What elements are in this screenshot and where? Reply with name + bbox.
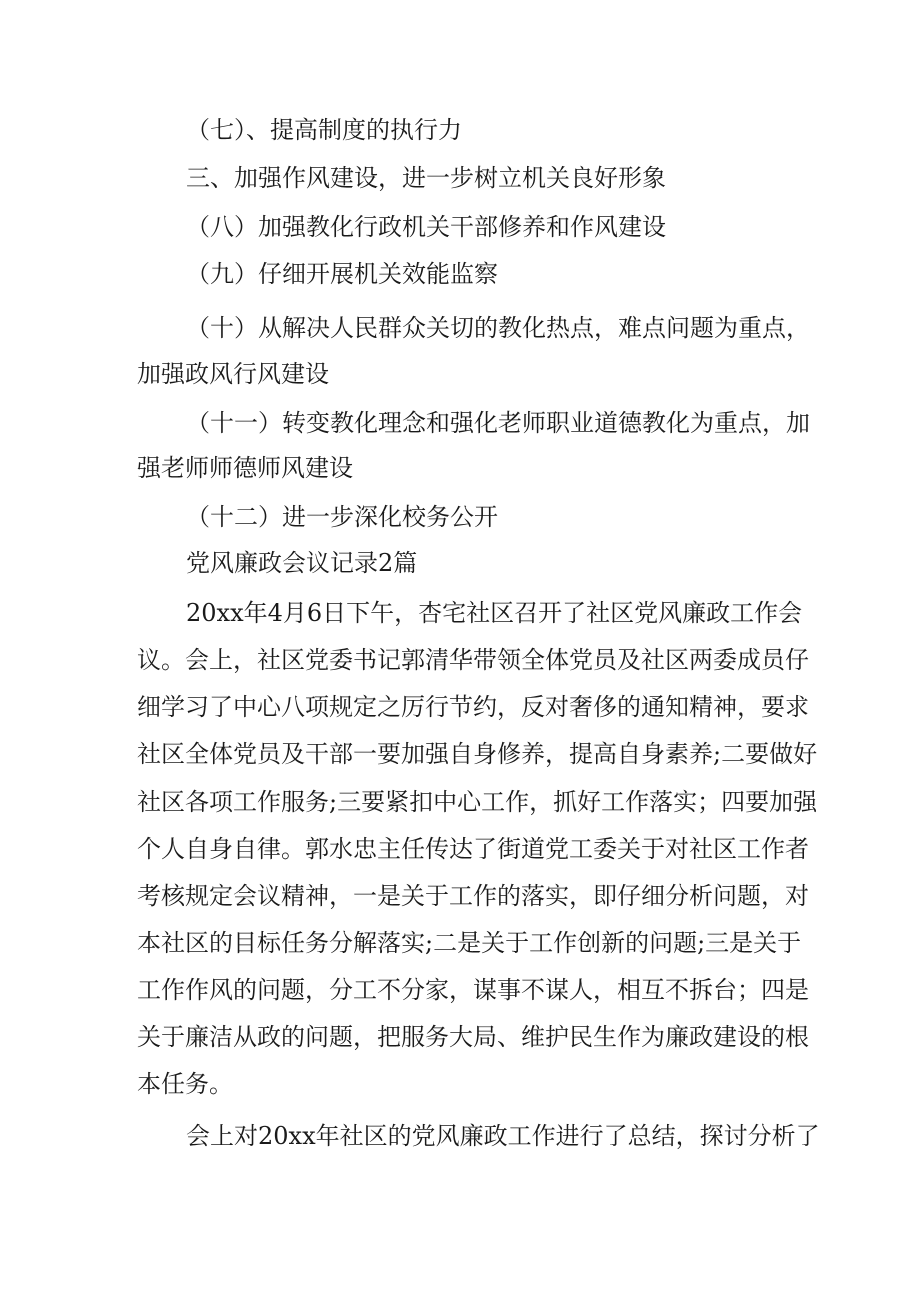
paragraph-line: 本社区的目标任务分解落实;二是关于工作创新的问题;三是关于 bbox=[137, 929, 802, 957]
subheading-11-line-1: （十一）转变教化理念和强化老师职业道德教化为重点，加 bbox=[186, 409, 810, 437]
subheading-10-line-1: （十）从解决人民群众关切的教化热点，难点问题为重点， bbox=[186, 314, 810, 342]
paragraph-line: 社区各项工作服务;三要紧扣中心工作，抓好工作落实；四要加强 bbox=[137, 788, 818, 816]
subheading-12: （十二）进一步深化校务公开 bbox=[186, 503, 498, 531]
paragraph-line: 会上对20xx年社区的党风廉政工作进行了总结，探讨分析了 bbox=[186, 1122, 820, 1150]
paragraph-line: 议。会上，社区党委书记郭清华带领全体党员及社区两委成员仔 bbox=[137, 646, 809, 674]
paragraph-line: 个人自身自律。郭水忠主任传达了街道党工委关于对社区工作者 bbox=[137, 835, 809, 863]
paragraph-line: 20xx年4月6日下午，杏宅社区召开了社区党风廉政工作会 bbox=[186, 599, 803, 627]
subheading-10-line-2: 加强政风行风建设 bbox=[137, 360, 329, 388]
subheading-11-line-2: 强老师师德师风建设 bbox=[137, 454, 353, 482]
paragraph-line: 细学习了中心八项规定之厉行节约，反对奢侈的通知精神，要求 bbox=[137, 693, 809, 721]
subheading-9: （九）仔细开展机关效能监察 bbox=[186, 260, 498, 288]
paragraph-line: 关于廉洁从政的问题，把服务大局、维护民生作为廉政建设的根 bbox=[137, 1023, 809, 1051]
paragraph-line: 本任务。 bbox=[137, 1070, 233, 1098]
subheading-8: （八）加强教化行政机关干部修养和作风建设 bbox=[186, 213, 666, 241]
paragraph-line: 工作作风的问题，分工不分家，谋事不谋人，相互不拆台；四是 bbox=[137, 976, 809, 1004]
section-heading-3: 三、加强作风建设，进一步树立机关良好形象 bbox=[186, 164, 666, 192]
subheading-7: （七）、提高制度的执行力 bbox=[186, 116, 462, 144]
paragraph-line: 考核规定会议精神，一是关于工作的落实，即仔细分析问题，对 bbox=[137, 882, 809, 910]
article-title: 党风廉政会议记录2篇 bbox=[186, 549, 418, 577]
paragraph-line: 社区全体党员及干部一要加强自身修养，提高自身素养;二要做好 bbox=[137, 740, 818, 768]
